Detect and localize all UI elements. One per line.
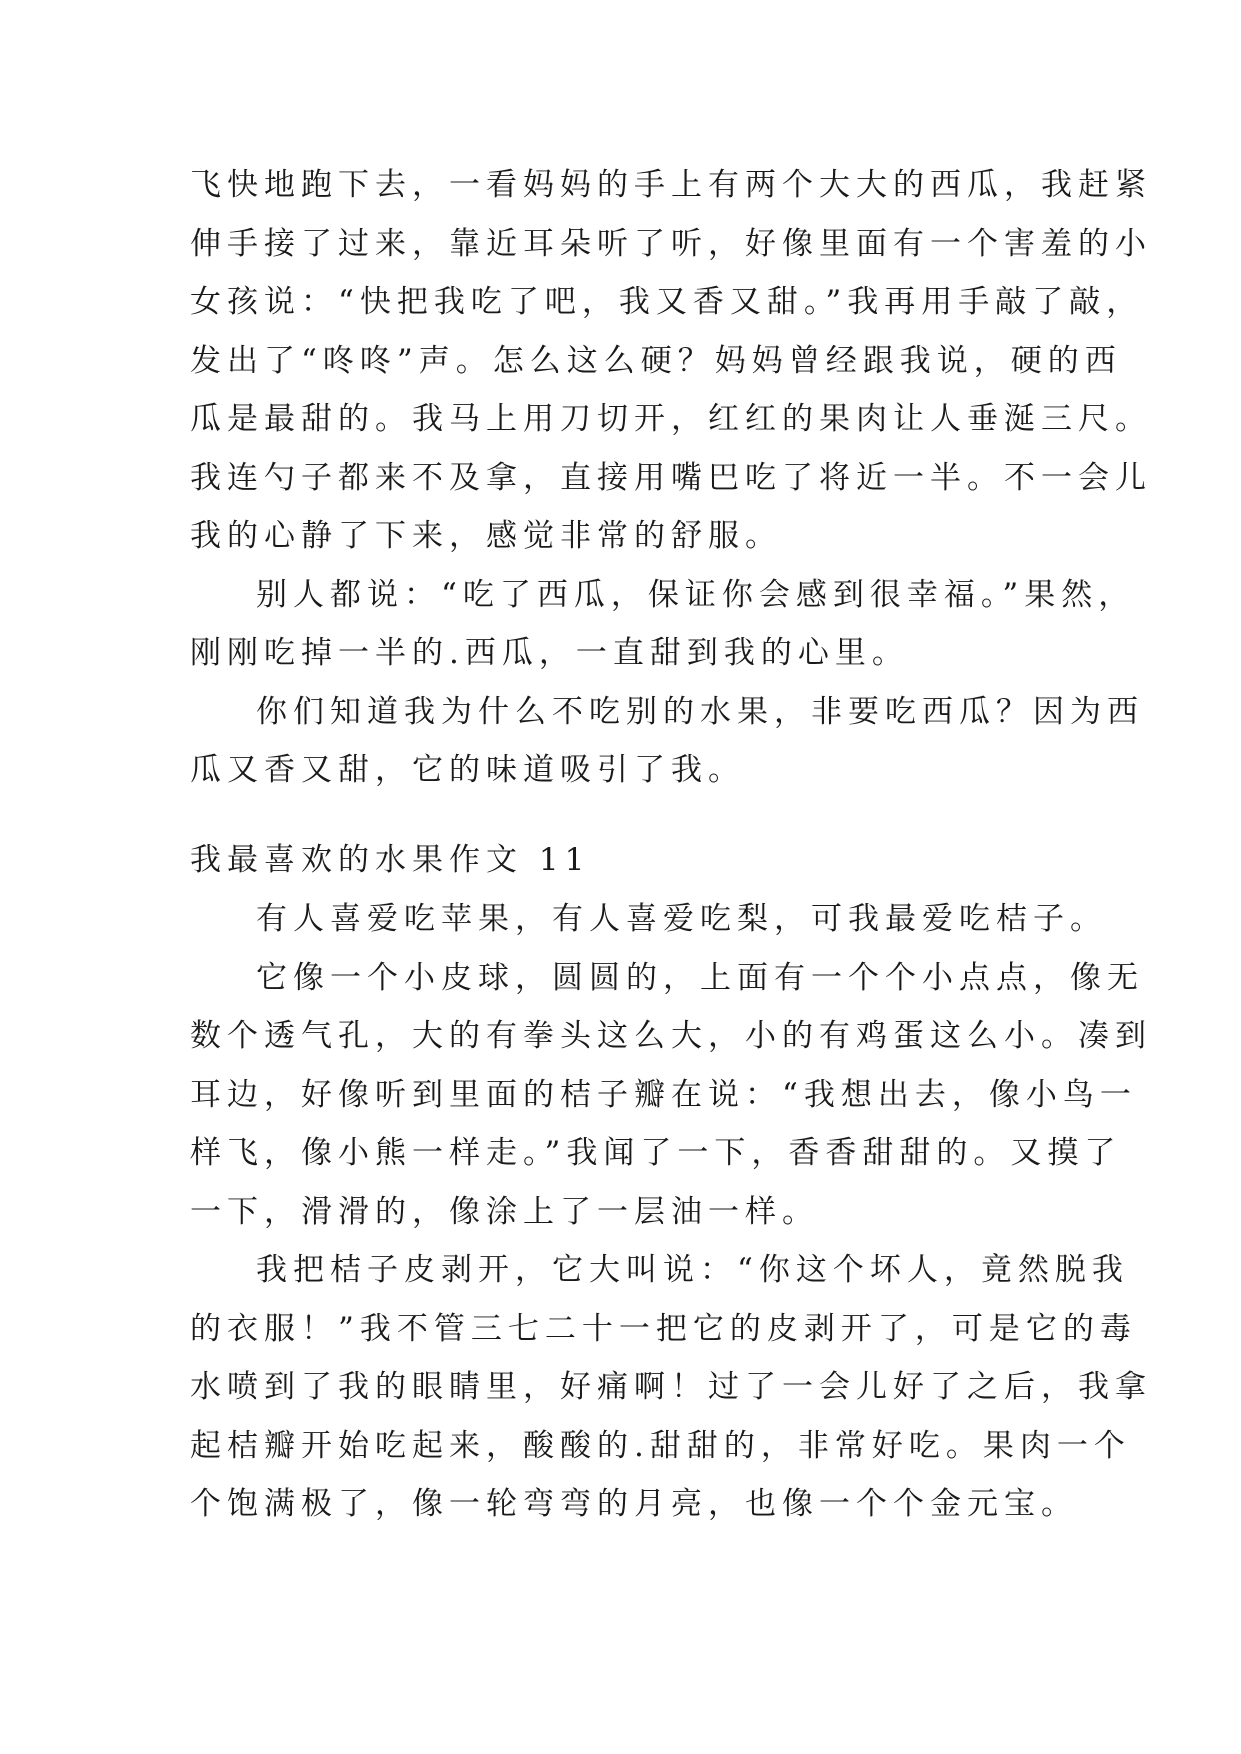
text-line: 的衣服！”我不管三七二十一把它的皮剥开了，可是它的毒 bbox=[190, 1310, 1137, 1347]
paragraph bbox=[190, 1241, 1152, 1534]
text-line: 瓜又香又甜，它的味道吸引了我。 bbox=[190, 752, 745, 788]
paragraph bbox=[190, 566, 1136, 683]
text-line: 别人都说：“吃了西瓜，保证你会感到很幸福。”果然， bbox=[256, 576, 1136, 613]
text-line: 它像一个小皮球，圆圆的，上面有一个个小点点，像无 bbox=[256, 959, 1144, 996]
text-line: 样飞，像小熊一样走。”我闻了一下，香香甜甜的。又摸了 bbox=[190, 1135, 1122, 1171]
text-line: 伸手接了过来，靠近耳朵听了听，好像里面有一个害羞的小 bbox=[190, 225, 1152, 262]
section-watermelon bbox=[190, 156, 1152, 800]
section-heading: 我最喜欢的水果作文 11 bbox=[190, 842, 591, 878]
text-line: 起桔瓣开始吃起来，酸酸的.甜甜的，非常好吃。果肉一个 bbox=[190, 1427, 1131, 1464]
text-line: 你们知道我为什么不吃别的水果，非要吃西瓜？因为西 bbox=[256, 693, 1144, 730]
text-line: 发出了“咚咚”声。怎么这么硬？妈妈曾经跟我说，硬的西 bbox=[190, 342, 1122, 379]
paragraph bbox=[190, 683, 1144, 800]
paragraph bbox=[190, 156, 1152, 566]
text-line: 有人喜爱吃苹果，有人喜爱吃梨，可我最爱吃桔子。 bbox=[256, 901, 1107, 937]
text-line: 我连勺子都来不及拿，直接用嘴巴吃了将近一半。不一会儿 bbox=[190, 459, 1152, 496]
text-line: 一下，滑滑的，像涂上了一层油一样。 bbox=[190, 1193, 819, 1230]
text-line: 女孩说：“快把我吃了吧，我又香又甜。”我再用手敲了敲， bbox=[190, 284, 1144, 320]
text-line: 水喷到了我的眼睛里，好痛啊！过了一会儿好了之后，我拿 bbox=[190, 1369, 1152, 1405]
text-line: 个饱满极了，像一轮弯弯的月亮，也像一个个金元宝。 bbox=[190, 1486, 1078, 1522]
text-line: 瓜是最甜的。我马上用刀切开，红红的果肉让人垂涎三尺。 bbox=[190, 401, 1152, 437]
section-tangerine bbox=[190, 830, 1152, 1534]
text-line: 数个透气孔，大的有拳头这么大，小的有鸡蛋这么小。凑到 bbox=[190, 1018, 1152, 1054]
text-line: 刚刚吃掉一半的.西瓜，一直甜到我的心里。 bbox=[190, 635, 909, 671]
text-line: 飞快地跑下去，一看妈妈的手上有两个大大的西瓜，我赶紧 bbox=[190, 167, 1152, 203]
text-line: 我把桔子皮剥开，它大叫说：“你这个坏人，竟然脱我 bbox=[256, 1252, 1129, 1288]
text-line: 我的心静了下来，感觉非常的舒服。 bbox=[190, 518, 782, 554]
paragraph bbox=[190, 949, 1152, 1242]
text-line: 耳边，好像听到里面的桔子瓣在说：“我想出去，像小鸟一 bbox=[190, 1076, 1137, 1113]
paragraph bbox=[190, 890, 1107, 949]
